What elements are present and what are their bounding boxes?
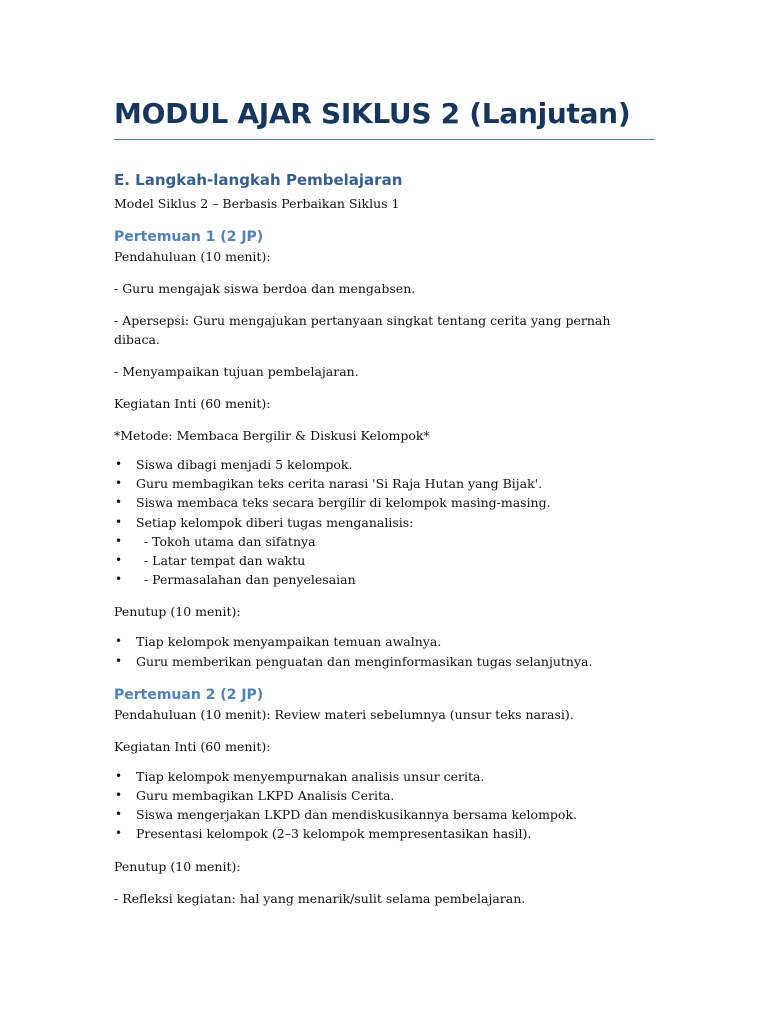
meeting-2-heading: Pertemuan 2 (2 JP) [114,686,264,703]
list-item-text: Presentasi kelompok (2–3 kelompok mempresentasikan hasil). [136,826,532,842]
bullet-icon: • [115,533,123,548]
list-item-text: Siswa dibagi menjadi 5 kelompok. [136,457,353,472]
bullet-icon: • [115,788,123,803]
list-item [114,767,659,786]
meeting-2-inti-list [114,767,659,844]
list-item [114,805,659,824]
list-item-text: Tiap kelompok menyampaikan temuan awalnya. [136,634,442,650]
meeting-1-pendahuluan: Pendahuluan (10 menit): [114,249,271,264]
list-item-text: Siswa membaca teks secara bergilir di kelompok masing-masing. [136,495,551,511]
document-page [114,0,659,908]
list-item-text: - Permasalahan dan penyelesaian [136,572,356,588]
list-item-text: - Latar tempat dan waktu [136,553,306,569]
list-item [114,551,659,570]
meeting-1-metode: *Metode: Membaca Bergilir & Diskusi Kelompok* [114,428,430,443]
pendahuluan-item: - Menyampaikan tujuan pembelajaran. [114,364,359,379]
bullet-icon: • [115,457,123,471]
list-item [114,824,659,843]
meeting-2-pendahuluan: Pendahuluan (10 menit): Review materi sebelumnya (unsur teks narasi). [114,706,574,722]
list-item-text: - Tokoh utama dan sifatnya [136,533,316,549]
list-item [114,455,659,474]
list-item [114,632,659,651]
meeting-1-inti: Kegiatan Inti (60 menit): [114,396,271,411]
bullet-icon: • [115,634,123,649]
document-title: MODUL AJAR SIKLUS 2 (Lanjutan) [114,97,631,130]
bullet-icon: • [115,572,123,587]
list-item-text: Tiap kelompok menyempurnakan analisis unsur cerita. [136,768,485,784]
meeting-2-inti: Kegiatan Inti (60 menit): [114,738,271,754]
bullet-icon: • [115,514,123,529]
meeting-1-heading: Pertemuan 1 (2 JP) [114,229,264,245]
list-item-text: Guru membagikan teks cerita narasi 'Si Raja Hutan yang Bijak'. [136,476,543,492]
penutup-item: - Refleksi kegiatan: hal yang menarik/sulit selama pembelajaran. [114,890,526,906]
bullet-icon: • [115,807,123,822]
bullet-icon: • [115,826,123,841]
list-item [114,474,659,493]
bullet-icon: • [115,553,123,568]
list-item-text: Siswa mengerjakan LKPD dan mendiskusikannya bersama kelompok. [136,807,577,823]
list-item-text: Guru membagikan LKPD Analisis Cerita. [136,788,395,804]
pendahuluan-item: - Apersepsi: Guru mengajukan pertanyaan singkat tentang cerita yang pernah dibaca. [114,313,611,347]
list-item-text: Guru memberikan penguatan dan menginformasikan tugas selanjutnya. [136,653,593,669]
title-underline [114,139,655,140]
bullet-icon: • [115,653,123,668]
list-item [114,652,659,671]
meeting-1-inti-list [114,455,659,589]
list-item [114,570,659,589]
bullet-icon: • [115,768,123,783]
bullet-icon: • [115,495,123,510]
list-item-text: Setiap kelompok diberi tugas menganalisis: [136,514,414,530]
list-item [114,532,659,551]
section-heading: E. Langkah-langkah Pembelajaran [114,171,403,189]
bullet-icon: • [115,476,123,491]
list-item [114,786,659,805]
list-item [114,493,659,512]
meeting-1-penutup-list [114,632,659,670]
meeting-2-penutup: Penutup (10 menit): [114,858,241,874]
pendahuluan-item: - Guru mengajak siswa berdoa dan mengabsen. [114,281,416,296]
list-item [114,513,659,532]
meeting-1-penutup: Penutup (10 menit): [114,604,241,620]
section-subtitle: Model Siklus 2 – Berbasis Perbaikan Siklus 1 [114,196,400,211]
